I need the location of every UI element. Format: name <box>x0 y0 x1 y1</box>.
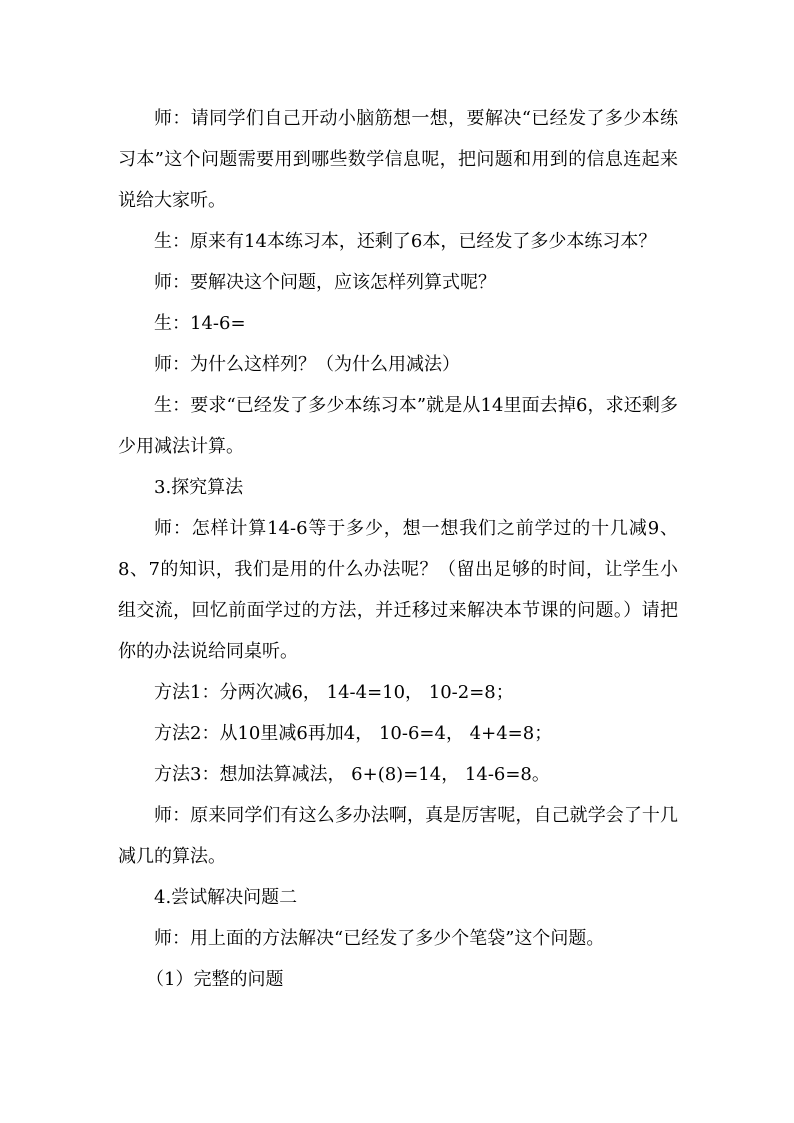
paragraph-teacher-praise: 师：原来同学们有这么多办法啊，真是厉害呢，自己就学会了十几减几的算法。 <box>118 805 678 867</box>
paragraph-student-reason: 生：要求“已经发了多少本练习本”就是从14里面去掉6，求还剩多少用减法计算。 <box>118 395 678 457</box>
paragraph-teacher-question: 师：请同学们自己开动小脑筋想一想，要解决“已经发了多少本练习本”这个问题需要用到哪些数学信息呢，把问题和用到的信息连起来说给大家听。 <box>118 108 678 211</box>
paragraph-student-info: 生：原来有14本练习本，还剩了6本，已经发了多少本练习本？ <box>154 231 657 252</box>
paragraph-teacher-method: 师：怎样计算14-6等于多少，想一想我们之前学过的十几减9、8、7的知识，我们是用的什么办法呢？（留出足够的时间，让学生小组交流，回忆前面学过的方法，并迁移过来解决本节课的问题。）请把你的办法说给同桌听。 <box>118 518 678 662</box>
section-heading-try: 4.尝试解决问题二 <box>154 887 298 908</box>
document-body <box>118 98 678 1000</box>
method-2: 方法2：从10里减6再加4， 10-6=4， 4+4=8； <box>154 723 553 744</box>
method-1: 方法1：分两次减6， 14-4=10， 10-2=8； <box>154 682 514 703</box>
method-3: 方法3：想加法算减法， 6+(8)=14， 14-6=8。 <box>154 764 550 785</box>
paragraph-teacher-why: 师：为什么这样列？（为什么用减法） <box>154 354 460 375</box>
paragraph-student-equation: 生：14-6= <box>154 313 246 334</box>
paragraph-teacher-problem-two: 师：用上面的方法解决“已经发了多少个笔袋”这个问题。 <box>154 928 605 949</box>
paragraph-teacher-equation: 师：要解决这个问题，应该怎样列算式呢？ <box>154 272 496 293</box>
subheading-complete-question: （1）完整的问题 <box>146 969 284 990</box>
section-heading-explore: 3.探究算法 <box>154 477 244 498</box>
